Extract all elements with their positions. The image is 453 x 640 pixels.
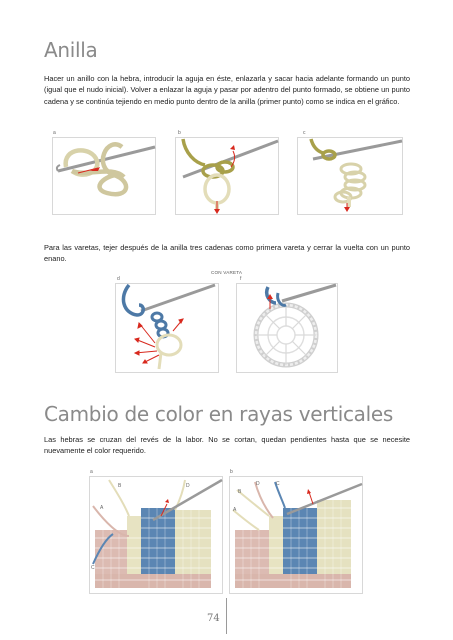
anilla-paragraph-1: Hacer un anillo con la hebra, introducir la aguja en éste, enlazarla y sacar hacia adelante formando un punto (igual que el nudo inicial). Volver a enlazar la aguja y pasar por adentro del punto formado, se obtiene un punto cadena y se continúa tejiendo en medio punto dentro de la anilla (primer punto) como se indica en el gráfico. xyxy=(44,74,410,106)
figure-anilla-a xyxy=(52,130,156,215)
figure-anilla-f xyxy=(236,276,338,373)
figure-anilla-c xyxy=(297,130,403,215)
figure-rayas-a xyxy=(89,469,223,594)
section-title-anilla: Anilla xyxy=(44,38,98,62)
anilla-paragraph-2: Para las varetas, tejer después de la anilla tres cadenas como primera vareta y cerrar la vuelta con un punto enano. xyxy=(44,243,410,264)
figure-label-b: b xyxy=(178,130,181,136)
page-number: 74 xyxy=(207,613,220,624)
yarn-label-right-a: A xyxy=(233,507,237,513)
footer-divider xyxy=(226,598,227,634)
figure-label-rayas-b: b xyxy=(230,469,233,475)
yarn-label-right-b: B xyxy=(238,489,242,495)
cambio-color-paragraph: Las hebras se cruzan del revés de la labor. No se cortan, quedan pendientes hasta que se necesite nuevamente el color requerido. xyxy=(44,435,410,456)
yarn-label-right-c: C xyxy=(276,481,280,487)
figure-anilla-b xyxy=(175,130,279,215)
figure-label-d: d xyxy=(117,276,120,282)
figure-anilla-d xyxy=(115,276,219,373)
figure-label-f: f xyxy=(240,276,242,282)
figure-rayas-b xyxy=(229,469,363,594)
figure-label-c: c xyxy=(303,130,306,136)
figure-label-rayas-a: a xyxy=(90,469,93,475)
figure-caption-con-vareta: CON VARETA xyxy=(211,270,243,275)
yarn-label-right-d: D xyxy=(256,481,260,487)
yarn-label-left-c: C xyxy=(91,565,95,571)
yarn-label-left-a: A xyxy=(100,505,104,511)
yarn-label-left-d: D xyxy=(186,483,190,489)
yarn-label-left-b: B xyxy=(118,483,122,489)
section-title-cambio-color: Cambio de color en rayas verticales xyxy=(44,402,393,426)
figure-label-a: a xyxy=(53,130,56,136)
